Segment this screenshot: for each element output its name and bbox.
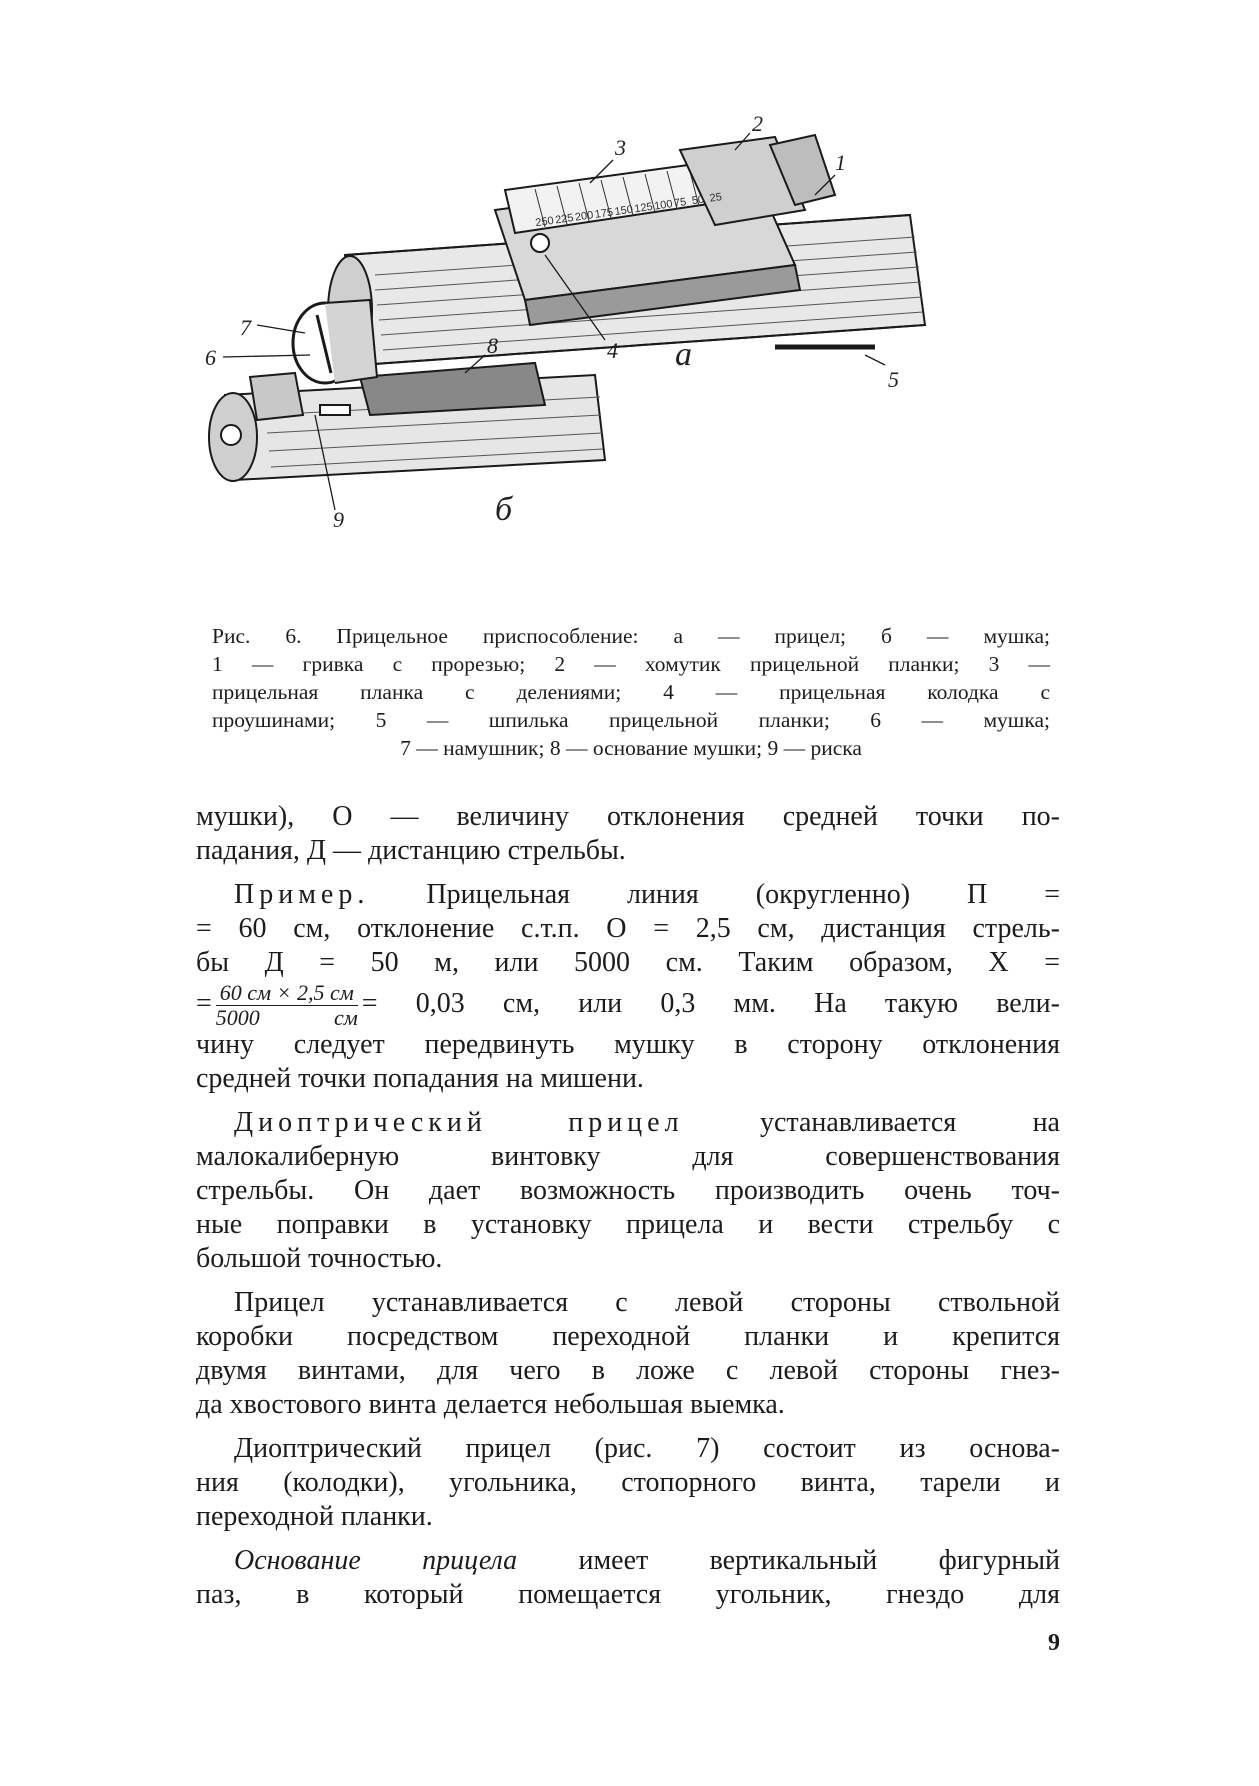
text-line: малокалиберную винтовку для совершенствования <box>196 1141 1060 1172</box>
paragraph-diopter <box>196 1106 1060 1276</box>
caption-line: Рис. 6. Прицельное приспособление: а — прицел; б — мушка; <box>212 624 1050 648</box>
tick-6: 100 <box>653 198 674 213</box>
label-4: 4 <box>607 338 618 363</box>
base-lead: Основание прицела <box>234 1545 518 1576</box>
text-line: мушки), О — величину отклонения средней точки по- <box>196 801 1060 832</box>
sight-figure <box>195 115 1055 605</box>
paragraph-components <box>196 1432 1060 1534</box>
caption-line: 7 — намушник; 8 — основание мушки; 9 — риска <box>400 736 862 760</box>
caption-line: проушинами; 5 — шпилька прицельной планки; 6 — мушка; <box>212 708 1050 732</box>
text-line: двумя винтами, для чего в ложе с левой стороны гнез- <box>196 1355 1060 1386</box>
text-line: большой точностью. <box>196 1243 443 1274</box>
page-number: 9 <box>1048 1630 1060 1656</box>
label-7: 7 <box>240 315 251 340</box>
body-text <box>196 800 1060 1612</box>
caption-line: прицельная планка с делениями; 4 — прицельная колодка с <box>212 680 1050 704</box>
formula-fraction <box>216 981 358 1030</box>
paragraph-mounting <box>196 1286 1060 1422</box>
text-line: имеет вертикальный фигурный <box>578 1545 1060 1576</box>
label-a: а <box>675 336 692 373</box>
label-3: 3 <box>615 135 626 160</box>
tick-2: 200 <box>574 209 595 224</box>
sight-illustration <box>195 115 1055 605</box>
text-line: Прицельная линия (округленно) П = <box>426 879 1061 910</box>
tick-0: 250 <box>534 214 555 230</box>
text-line: коробки посредством переходной планки и крепится <box>196 1321 1060 1352</box>
text-line: паз, в который помещается угольник, гнездо для <box>196 1579 1060 1610</box>
text-line: ния (колодки), угольника, стопорного винта, тарели и <box>196 1467 1060 1498</box>
tick-9: 25 <box>708 191 723 205</box>
text-line: бы Д = 50 м, или 5000 см. Таким образом, Х = <box>196 947 1060 978</box>
tick-4: 150 <box>613 203 634 219</box>
example-lead: Пример. <box>234 879 370 910</box>
label-8: 8 <box>487 333 498 358</box>
text-line: устанавливается на <box>759 1107 1060 1138</box>
figure-caption <box>212 622 1050 762</box>
fraction-denominator: 5000 см <box>215 1005 358 1031</box>
label-9: 9 <box>333 507 344 532</box>
label-b: б <box>495 491 513 528</box>
text-line: Диоптрический прицел (рис. 7) состоит из основа- <box>234 1433 1060 1464</box>
paragraph-example <box>196 878 1060 1096</box>
label-1: 1 <box>835 150 846 175</box>
text-line: Прицел устанавливается с левой стороны ствольной <box>234 1287 1060 1318</box>
text-line: средней точки попадания на мишени. <box>196 1063 644 1094</box>
tick-1: 225 <box>554 212 575 227</box>
text-line: = 60 см, отклонение с.т.п. О = 2,5 см, дистанция стрель- <box>196 913 1060 944</box>
label-5: 5 <box>888 367 899 392</box>
paragraph-base <box>196 1544 1060 1612</box>
fraction-numerator: 60 см × 2,5 см <box>216 981 358 1006</box>
text-line: = 0,03 см, или 0,3 мм. На такую вели- <box>361 988 1060 1019</box>
tick-8: 50 <box>691 193 705 208</box>
text-line: падания, Д — дистанцию стрельбы. <box>196 835 626 866</box>
text-line: чину следует передвинуть мушку в сторону отклонения <box>196 1029 1060 1060</box>
text-line: стрельбы. Он дает возможность производить очень точ- <box>196 1175 1060 1206</box>
text-line: да хвостового винта делается небольшая выемка. <box>196 1389 785 1420</box>
diopter-lead: Диоптрический прицел <box>234 1107 684 1138</box>
label-6: 6 <box>205 345 216 370</box>
label-2: 2 <box>752 115 763 136</box>
equals-sign: = <box>196 988 212 1019</box>
text-line: переходной планки. <box>196 1501 433 1532</box>
tick-7: 75 <box>673 196 688 210</box>
caption-line: 1 — гривка с прорезью; 2 — хомутик прицельной планки; 3 — <box>212 652 1050 676</box>
tick-5: 125 <box>633 200 654 216</box>
tick-3: 175 <box>594 206 614 221</box>
paragraph-1 <box>196 800 1060 868</box>
text-line: ные поправки в установку прицела и вести стрельбу с <box>196 1209 1060 1240</box>
